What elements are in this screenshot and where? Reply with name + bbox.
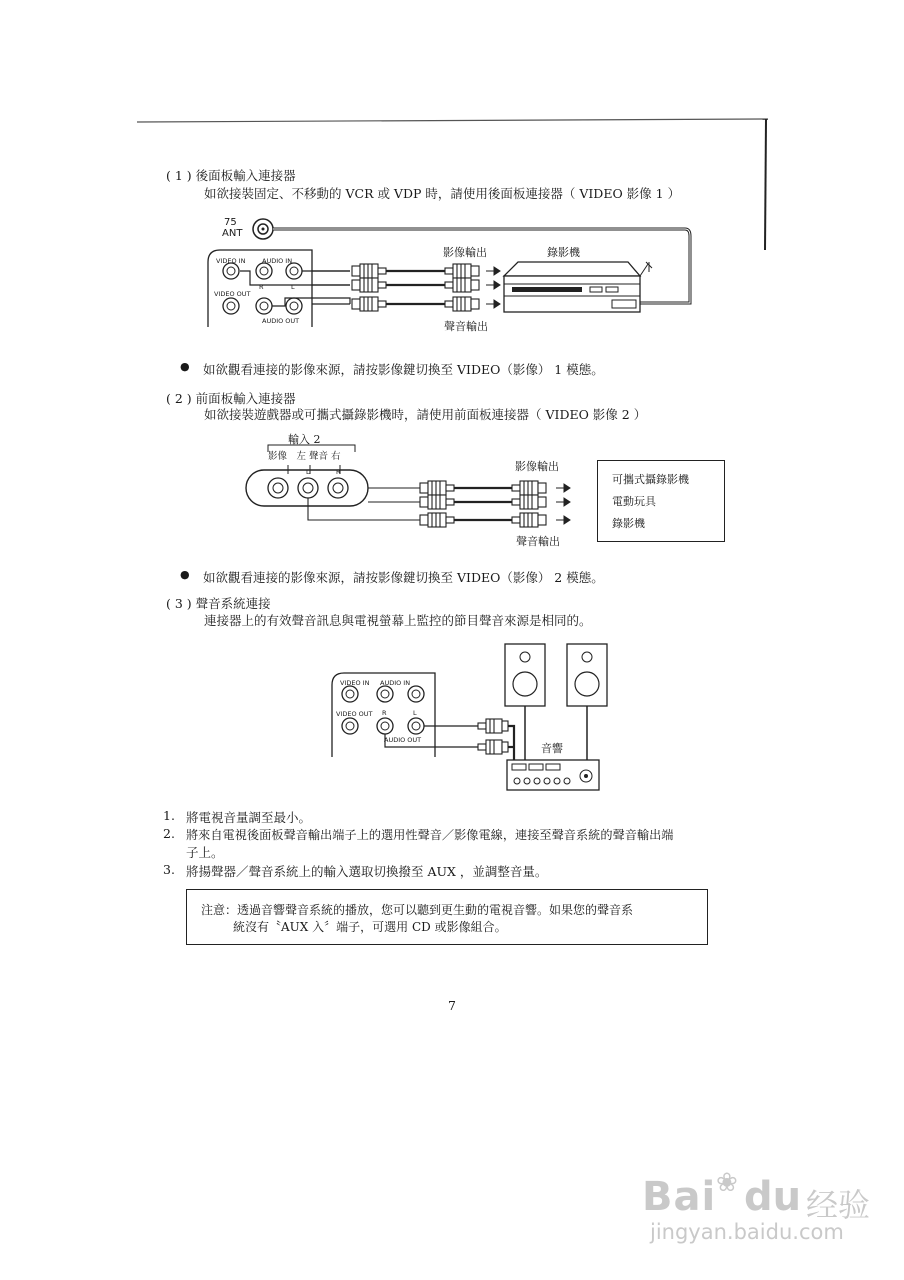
paw-icon: ❀ — [716, 1168, 738, 1198]
watermark-du: du — [744, 1174, 802, 1220]
audio-video-in-label: VIDEO IN — [340, 679, 370, 687]
step-3-text: 將揚聲器／聲音系統上的輸入選取切換撥至 AUX ，並調整音量。 — [186, 864, 548, 879]
video-output-label: 影像輸出 — [443, 246, 487, 259]
rear-video-in-label: VIDEO IN — [216, 257, 246, 265]
section1-bullet: 如欲觀看連接的影像來源，請按影像鍵切換至 VIDEO（影像） 1 模態。 — [203, 362, 604, 377]
step-2-continued: 子上。 — [186, 845, 224, 860]
section2-description: 如欲接裝遊戲器或可攜式攝錄影機時，請使用前面板連接器（ VIDEO 影像 2 ） — [204, 407, 647, 422]
audio-audio-in-label: AUDIO IN — [380, 679, 411, 687]
step-2-number: 2. — [163, 826, 175, 841]
front-jack-labels: 影像 左 聲音 右 — [268, 451, 341, 462]
front-l-label: L — [306, 468, 310, 476]
device-camcorder: 可攜式攝錄影機 — [612, 473, 689, 486]
audio-video-out-label: VIDEO OUT — [336, 710, 373, 718]
audio-l-label: L — [413, 709, 417, 717]
section3-heading: ( 3 ) 聲音系統連接 — [166, 596, 271, 611]
audio-output-label: 聲音輸出 — [444, 320, 488, 333]
vcr-label: 錄影機 — [547, 246, 580, 259]
section2-bullet: 如欲觀看連接的影像來源，請按影像鍵切換至 VIDEO（影像） 2 模態。 — [203, 570, 604, 585]
step-1-text: 將電視音量調至最小。 — [186, 810, 312, 825]
section1-heading: ( 1 ) 後面板輸入連接器 — [166, 168, 296, 183]
antenna-label-75: 75 — [224, 217, 237, 228]
note-line-1: 注意：透過音響聲音系統的播放，您可以聽到更生動的電視音響。如果您的聲音系 — [201, 903, 634, 917]
note-box — [186, 889, 708, 945]
stereo-label: 音響 — [541, 742, 563, 755]
rear-r-label: R — [259, 283, 264, 291]
watermark-cn: 经验 — [806, 1186, 871, 1224]
rear-l-label: L — [291, 283, 295, 291]
watermark-url: jingyan.baidu.com — [650, 1220, 844, 1244]
watermark-brand: Bai — [642, 1174, 717, 1220]
bullet-icon: ● — [180, 360, 190, 373]
antenna-label-ant: ANT — [222, 228, 243, 239]
note-line-2: 統沒有〝AUX 入〞端子，可選用 CD 或影像組合。 — [233, 920, 507, 934]
section3-description: 連接器上的有效聲音訊息與電視螢幕上監控的節目聲音來源是相同的。 — [204, 613, 592, 628]
front-video-output-label: 影像輸出 — [515, 460, 559, 473]
step-3-number: 3. — [163, 862, 175, 877]
audio-r-label: R — [382, 709, 387, 717]
section2-heading: ( 2 ) 前面板輸入連接器 — [166, 391, 296, 406]
page-number: 7 — [448, 998, 456, 1013]
bullet-icon-2: ● — [180, 568, 190, 581]
audio-audio-out-label: AUDIO OUT — [384, 736, 422, 744]
rear-video-out-label: VIDEO OUT — [214, 290, 251, 298]
device-video-game: 電動玩具 — [612, 495, 656, 508]
rear-audio-out-label: AUDIO OUT — [262, 317, 300, 325]
front-audio-output-label: 聲音輸出 — [516, 535, 560, 548]
rear-audio-in-label: AUDIO IN — [262, 257, 293, 265]
device-vcr: 錄影機 — [612, 517, 645, 530]
step-1-number: 1. — [163, 808, 175, 823]
step-2-text: 將來自電視後面板聲音輸出端子上的選用性聲音／影像電線，連接至聲音系統的聲音輸出端 — [186, 828, 674, 842]
input2-label: 輸入 2 — [288, 433, 321, 446]
section1-description: 如欲接裝固定、不移動的 VCR 或 VDP 時，請使用後面板連接器（ VIDEO 影像 1 ） — [204, 186, 681, 201]
front-r-label: R — [336, 468, 341, 476]
baidu-watermark — [640, 1160, 900, 1270]
